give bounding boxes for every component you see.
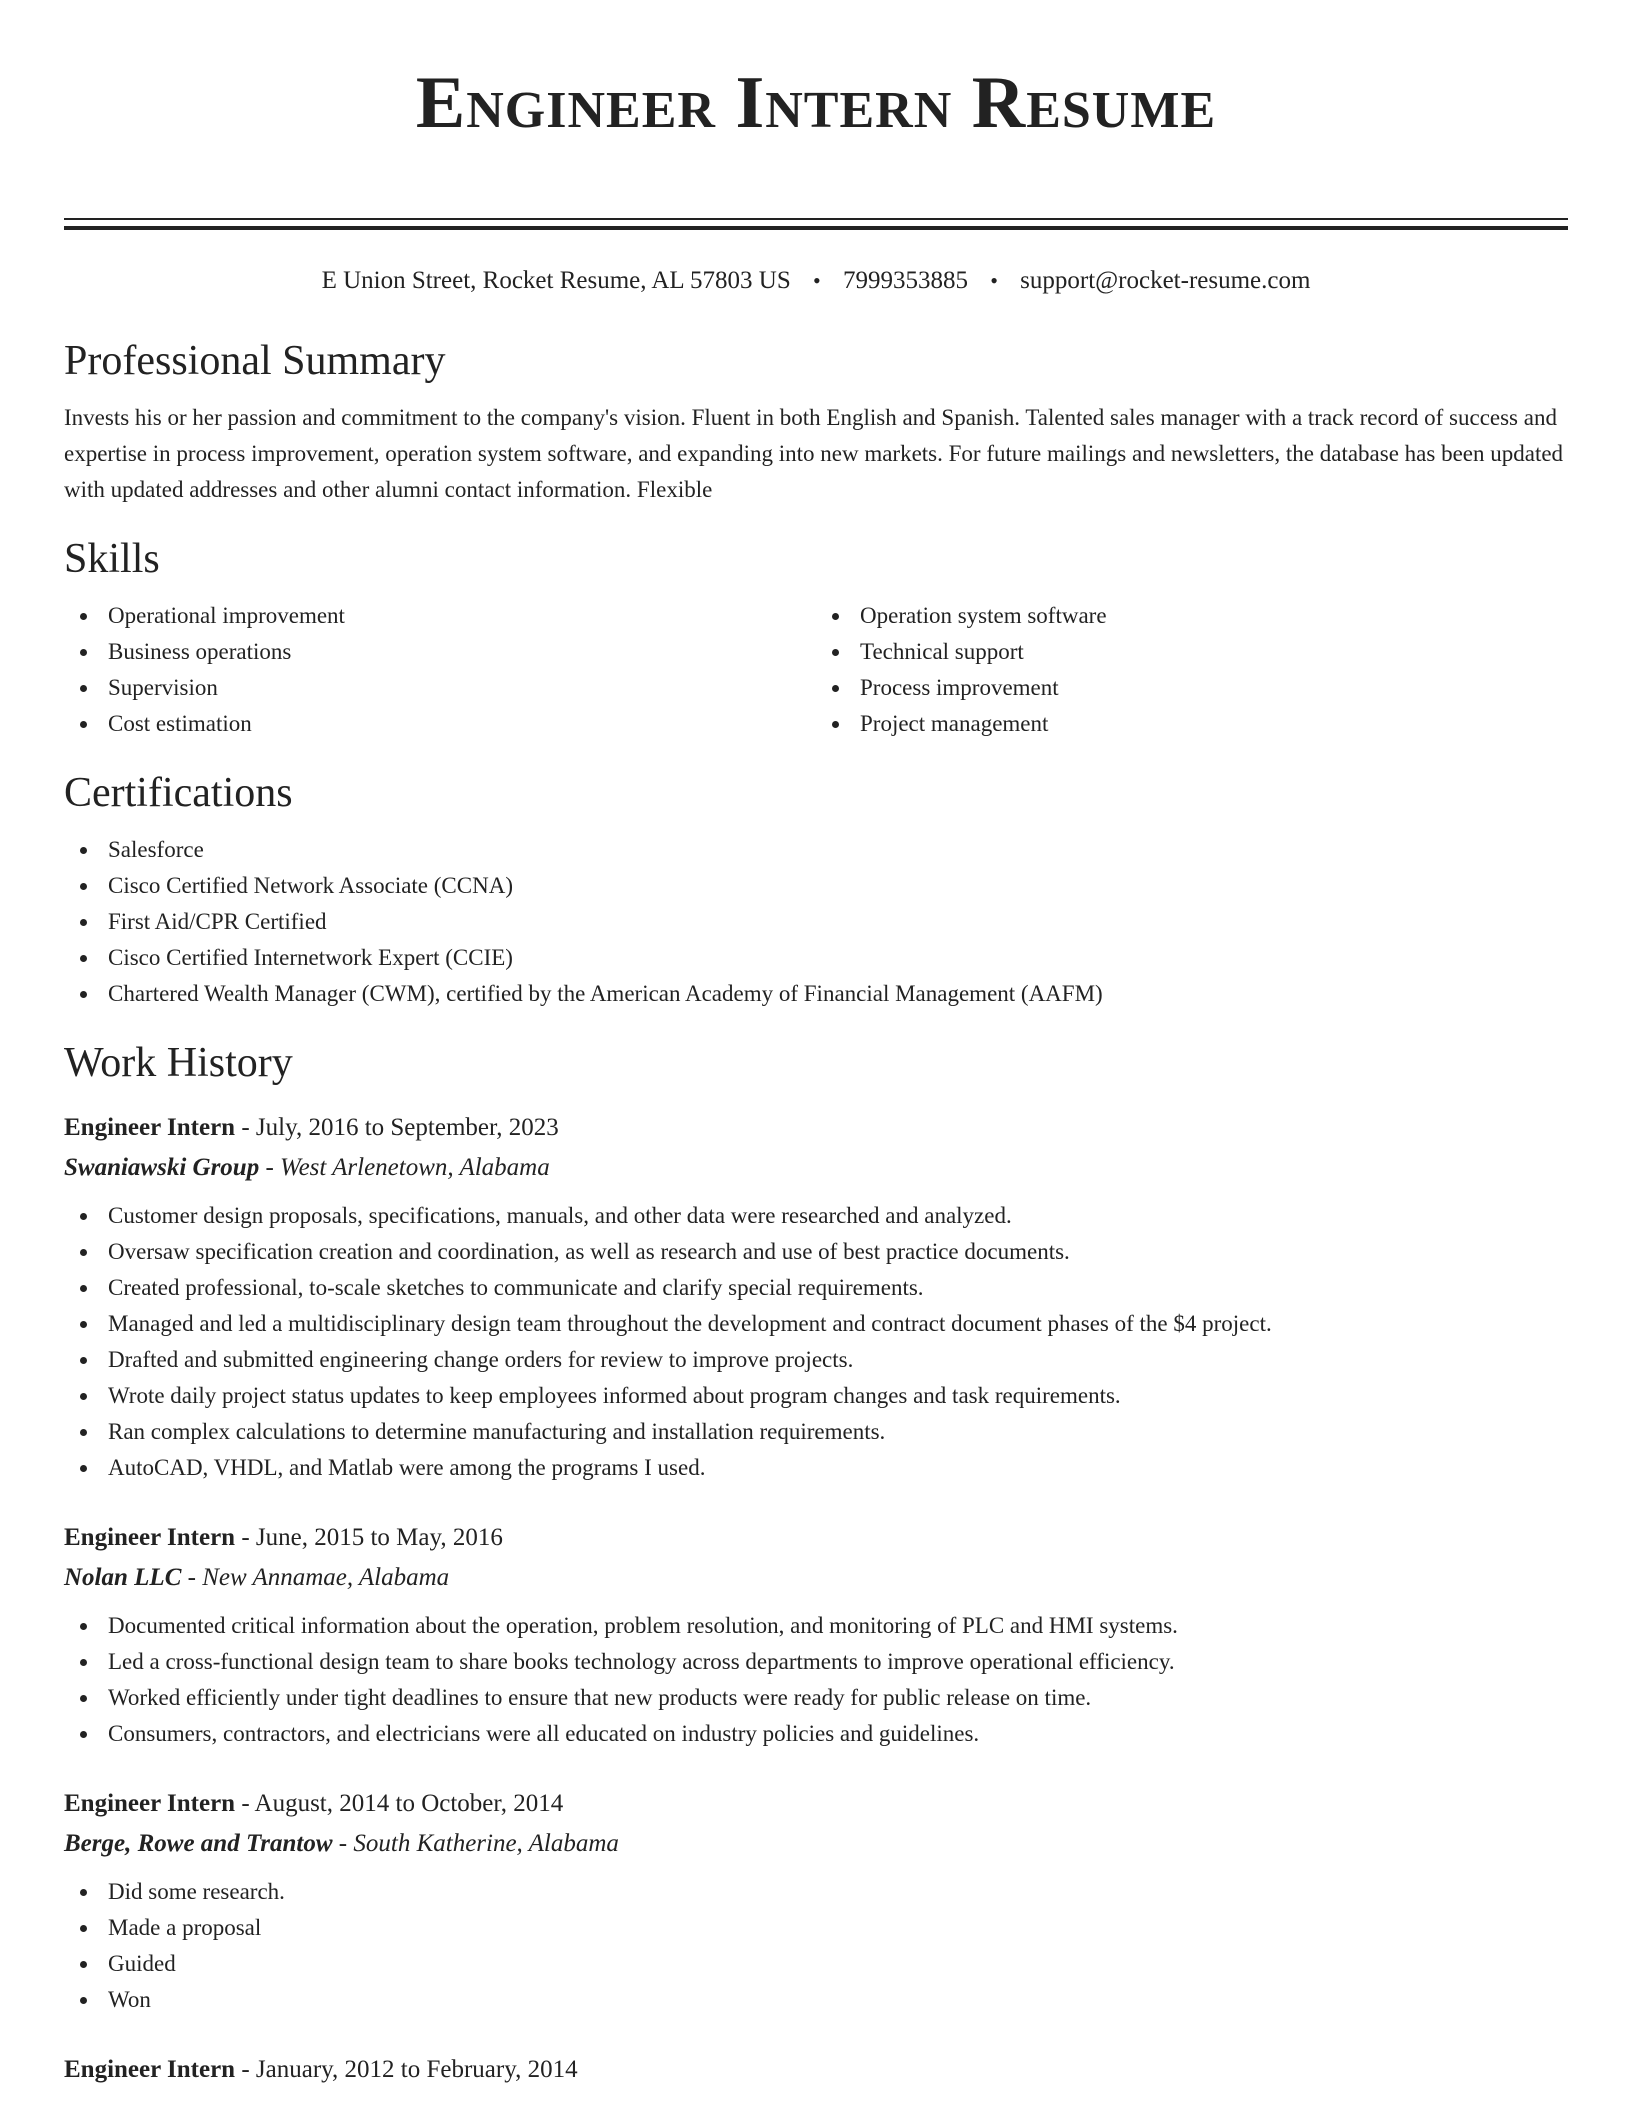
job-company-line <box>64 1824 1568 1864</box>
job-title-line <box>64 1784 1568 1824</box>
certifications-heading: Certifications <box>64 770 293 816</box>
job-location: - South Katherine, Alabama <box>332 1830 619 1857</box>
job-dates: - July, 2016 to September, 2023 <box>235 1114 559 1141</box>
skill-item: Operational improvement <box>64 598 816 634</box>
job-company-line <box>64 1148 1568 1188</box>
job-duty-item: Documented critical information about the operation, problem resolution, and monitoring of PLC and HMI systems. <box>64 1608 1568 1644</box>
certification-item: Cisco Certified Network Associate (CCNA) <box>64 868 1568 904</box>
job-duty-item: Worked efficiently under tight deadlines to ensure that new products were ready for public release on time. <box>64 1680 1568 1716</box>
job-dates: - January, 2012 to February, 2014 <box>235 2056 578 2083</box>
job-duty-item: Managed and led a multidisciplinary design team throughout the development and contract document phases of the $4 project. <box>64 1306 1568 1342</box>
title-divider <box>64 218 1568 230</box>
contact-email: support@rocket-resume.com <box>1020 267 1311 294</box>
job-company-line <box>64 1558 1568 1598</box>
job-duties-list <box>64 1874 1568 2018</box>
skill-item: Cost estimation <box>64 706 816 742</box>
summary-heading: Professional Summary <box>64 338 446 384</box>
skill-item: Supervision <box>64 670 816 706</box>
job-title-line <box>64 1518 1568 1558</box>
job-title: Engineer Intern <box>64 2056 236 2083</box>
certification-item: Salesforce <box>64 832 1568 868</box>
job-dates: - August, 2014 to October, 2014 <box>235 1790 564 1817</box>
contact-phone: 7999353885 <box>842 267 968 294</box>
job-entry <box>64 1784 1568 2018</box>
skill-item: Project management <box>816 706 1568 742</box>
work-history-heading: Work History <box>64 1040 293 1086</box>
job-title: Engineer Intern <box>64 1524 236 1551</box>
job-duty-item: Customer design proposals, specifications, manuals, and other data were researched and analyzed. <box>64 1198 1568 1234</box>
job-duty-item: Led a cross-functional design team to share books technology across departments to improve operational efficiency. <box>64 1644 1568 1680</box>
job-duty-item: Did some research. <box>64 1874 1568 1910</box>
job-duty-item: Drafted and submitted engineering change orders for review to improve projects. <box>64 1342 1568 1378</box>
job-location: - New Annamae, Alabama <box>181 1564 450 1591</box>
certification-item: First Aid/CPR Certified <box>64 904 1568 940</box>
job-title: Engineer Intern <box>64 1114 236 1141</box>
skills-list-left <box>64 598 816 742</box>
job-duty-item: Won <box>64 1982 1568 2018</box>
job-location: - West Arlenetown, Alabama <box>259 1154 550 1181</box>
resume-title: Engineer Intern Resume <box>415 62 1217 144</box>
skill-item: Technical support <box>816 634 1568 670</box>
job-company: Berge, Rowe and Trantow <box>64 1830 333 1857</box>
certification-item: Cisco Certified Internetwork Expert (CCIE) <box>64 940 1568 976</box>
skills-heading: Skills <box>64 536 160 582</box>
skill-item: Operation system software <box>816 598 1568 634</box>
job-duty-item: Wrote daily project status updates to keep employees informed about program changes and task requirements. <box>64 1378 1568 1414</box>
job-title-line <box>64 2050 1568 2090</box>
contact-line <box>64 264 1568 298</box>
job-title: Engineer Intern <box>64 1790 236 1817</box>
skills-columns <box>64 598 1568 742</box>
certifications-list <box>64 832 1568 1012</box>
skills-list-right <box>816 598 1568 742</box>
job-company: Nolan LLC <box>64 1564 182 1591</box>
job-duty-item: AutoCAD, VHDL, and Matlab were among the programs I used. <box>64 1450 1568 1486</box>
job-duty-item: Created professional, to-scale sketches to communicate and clarify special requirements. <box>64 1270 1568 1306</box>
job-duty-item: Oversaw specification creation and coordination, as well as research and use of best practice documents. <box>64 1234 1568 1270</box>
skill-item: Business operations <box>64 634 816 670</box>
job-duty-item: Made a proposal <box>64 1910 1568 1946</box>
job-duty-item: Guided <box>64 1946 1568 1982</box>
job-company: Swaniawski Group <box>64 1154 260 1181</box>
job-entry <box>64 1518 1568 1752</box>
job-dates: - June, 2015 to May, 2016 <box>235 1524 503 1551</box>
summary-text: Invests his or her passion and commitment to the company's vision. Fluent in both English and Spanish. Talented sales manager with a track record of success and expertise in process improvement, operation system software, and expanding into new markets. For future mailings and newsletters, the database has been updated with updated addresses and other alumni contact information. Flexible <box>64 405 1564 502</box>
job-duty-item: Consumers, contractors, and electricians were all educated on industry policies and guidelines. <box>64 1716 1568 1752</box>
bullet-separator: • <box>812 268 821 293</box>
job-duties-list <box>64 1608 1568 1752</box>
contact-address: E Union Street, Rocket Resume, AL 57803 US <box>321 267 791 294</box>
job-duty-item: Ran complex calculations to determine manufacturing and installation requirements. <box>64 1414 1568 1450</box>
job-entry <box>64 1108 1568 1486</box>
skill-item: Process improvement <box>816 670 1568 706</box>
job-duties-list <box>64 1198 1568 1486</box>
certification-item: Chartered Wealth Manager (CWM), certified by the American Academy of Financial Management (AAFM) <box>64 976 1568 1012</box>
job-title-line <box>64 1108 1568 1148</box>
job-entry <box>64 2050 1568 2090</box>
bullet-separator: • <box>990 268 998 293</box>
